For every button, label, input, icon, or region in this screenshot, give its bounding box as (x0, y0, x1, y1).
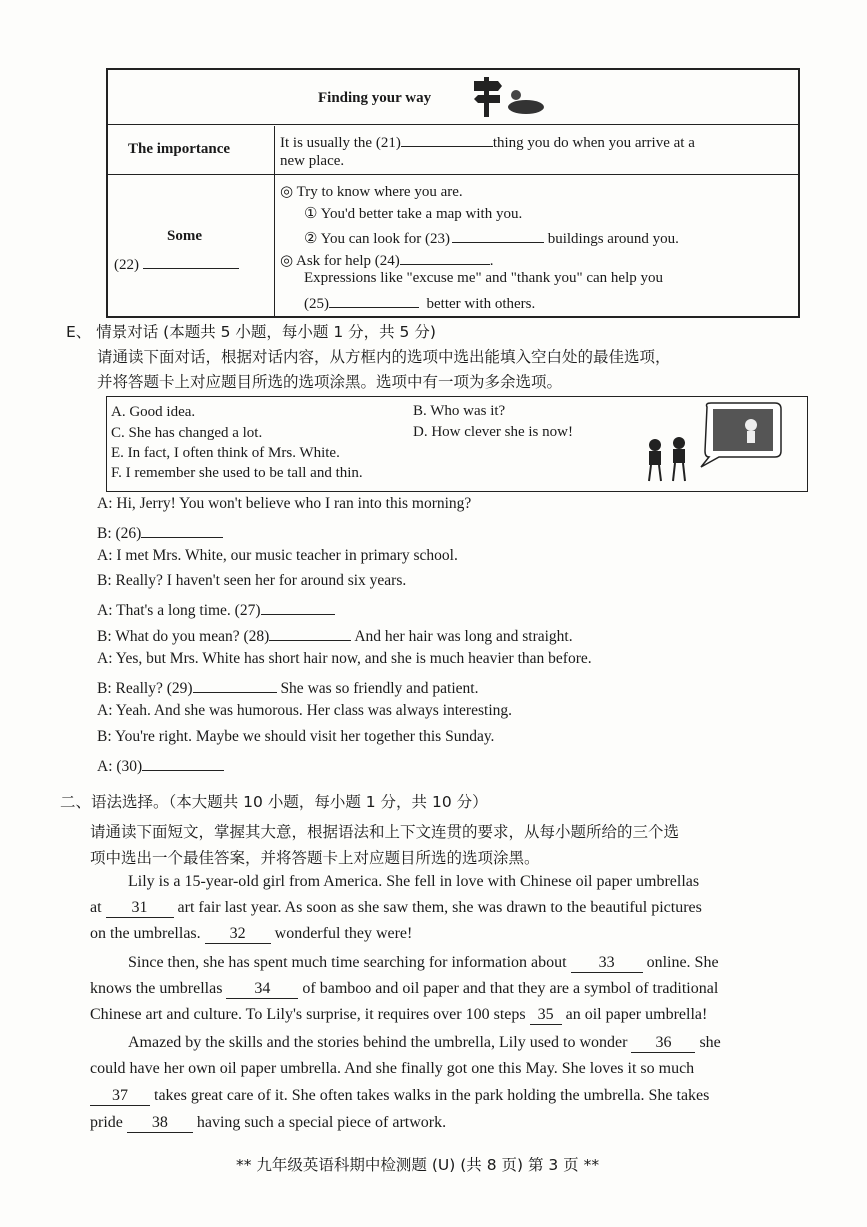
section-2-instruction: 项中选出一个最佳答案，并将答题卡上对应题目所选的选项涂黑。 (90, 849, 540, 867)
answer-blank-30[interactable] (142, 754, 224, 771)
passage-line: Amazed by the skills and the stories behind the umbrella, Lily used to wonder 36 she (128, 1034, 721, 1051)
section-e-title: E、 情景对话 (本题共 5 小题，每小题 1 分，共 5 分) (66, 323, 436, 341)
section-2-title: 二、语法选择。（本大题共 10 小题，每小题 1 分，共 10 分） (60, 793, 488, 811)
option-d: D. How clever she is now! (413, 424, 573, 440)
option-c: C. She has changed a lot. (111, 425, 263, 441)
answer-blank-37[interactable]: 37 (90, 1087, 150, 1106)
dialogue-line: A: Yeah. And she was humorous. Her class was always interesting. (97, 702, 512, 719)
passage-line: 37 takes great care of it. She often takes walks in the park holding the umbrella. She takes (90, 1087, 709, 1106)
answer-blank-24[interactable] (400, 248, 490, 265)
passage-line: on the umbrellas. 32 wonderful they were! (90, 925, 413, 942)
page-footer: ** 九年级英语科期中检测题 (U) (共 8 页) 第 3 页 ** (236, 1156, 600, 1174)
passage-line: Chinese art and culture. To Lily's surprise, it requires over 100 steps 35 an oil paper umbrella! (90, 1006, 708, 1023)
passage-line: Since then, she has spent much time searching for information about 33 online. She (128, 954, 719, 971)
answer-blank-38[interactable]: 38 (127, 1114, 193, 1133)
bullet-ask-help: ◎ Ask for help (24) . (280, 248, 494, 270)
dialogue-line: B: You're right. Maybe we should visit her together this Sunday. (97, 728, 495, 745)
tip-map: ① You'd better take a map with you. (304, 206, 523, 222)
table-title: Finding your way (318, 90, 432, 106)
answer-blank-28[interactable] (269, 624, 351, 641)
answer-blank-31[interactable]: 31 (106, 899, 174, 918)
passage-line: Lily is a 15-year-old girl from America. She fell in love with Chinese oil paper umbrellas (128, 873, 700, 890)
answer-blank-23[interactable] (452, 226, 544, 243)
expressions-line: Expressions like "excuse me" and "thank you" can help you (304, 270, 663, 286)
dialogue-line: A: Hi, Jerry! You won't believe who I ran into this morning? (97, 495, 472, 512)
bullet-know-where: ◎ Try to know where you are. (280, 184, 463, 200)
option-e: E. In fact, I often think of Mrs. White. (111, 445, 340, 461)
answer-blank-21[interactable] (401, 130, 493, 147)
dialogue-line: B: (26) (97, 521, 223, 543)
row1-text-cont: new place. (280, 153, 345, 169)
dialogue-line: A: I met Mrs. White, our music teacher in primary school. (97, 547, 458, 564)
dialogue-line: B: What do you mean? (28) And her hair was long and straight. (97, 624, 573, 646)
answer-blank-33[interactable]: 33 (571, 954, 643, 973)
row-head-importance: The importance (128, 141, 231, 157)
dialogue-line: B: Really? (29) She was so friendly and patient. (97, 676, 478, 698)
answer-blank-29[interactable] (193, 676, 277, 693)
answer-blank-35[interactable]: 35 (530, 1006, 562, 1025)
dialogue-line: A: That's a long time. (27) (97, 598, 335, 620)
dialogue-line: A: (30) (97, 754, 224, 776)
section-e-instruction: 请通读下面对话，根据对话内容，从方框内的选项中选出能填入空白处的最佳选项， (97, 348, 671, 366)
answer-blank-34[interactable]: 34 (226, 980, 298, 999)
passage-line: could have her own oil paper umbrella. And she finally got one this May. She loves it so much (90, 1060, 695, 1077)
option-f: F. I remember she used to be tall and thin. (111, 465, 363, 481)
expressions-line-2: (25) better with others. (304, 291, 535, 313)
dialogue-line: B: Really? I haven't seen her for around six years. (97, 572, 407, 589)
table-divider (108, 174, 798, 175)
answer-blank-22[interactable] (143, 252, 239, 269)
passage-line: pride 38 having such a special piece of artwork. (90, 1114, 447, 1131)
dialogue-line: A: Yes, but Mrs. White has short hair now, and she is much heavier than before. (97, 650, 592, 667)
table-column-divider (274, 126, 275, 316)
row1-text: It is usually the (21) thing you do when you arrive at a (280, 130, 695, 152)
answer-blank-25[interactable] (329, 291, 419, 308)
passage-line: at 31 art fair last year. As soon as she saw them, she was drawn to the beautiful pictures (90, 899, 702, 916)
option-b: B. Who was it? (413, 403, 506, 419)
kids-thinking-illustration (635, 401, 785, 485)
option-a: A. Good idea. (111, 404, 196, 420)
options-box (106, 396, 808, 492)
passage-line: knows the umbrellas 34 of bamboo and oil paper and that they are a symbol of traditional (90, 980, 719, 997)
table-divider (108, 124, 798, 125)
answer-blank-36[interactable]: 36 (631, 1034, 695, 1053)
signpost-illustration (468, 73, 548, 119)
finding-your-way-table (106, 68, 800, 318)
tip-buildings: ② You can look for (23) buildings around you. (304, 226, 679, 248)
section-2-instruction: 请通读下面短文，掌握其大意，根据语法和上下文连贯的要求，从每小题所给的三个选 (90, 823, 680, 841)
row-head-blank: (22) (114, 252, 239, 274)
answer-blank-32[interactable]: 32 (205, 925, 271, 944)
row-head-some: Some (167, 228, 202, 244)
section-e-instruction: 并将答题卡上对应题目所选的选项涂黑。选项中有一项为多余选项。 (97, 373, 563, 391)
answer-blank-27[interactable] (261, 598, 335, 615)
answer-blank-26[interactable] (141, 521, 223, 538)
